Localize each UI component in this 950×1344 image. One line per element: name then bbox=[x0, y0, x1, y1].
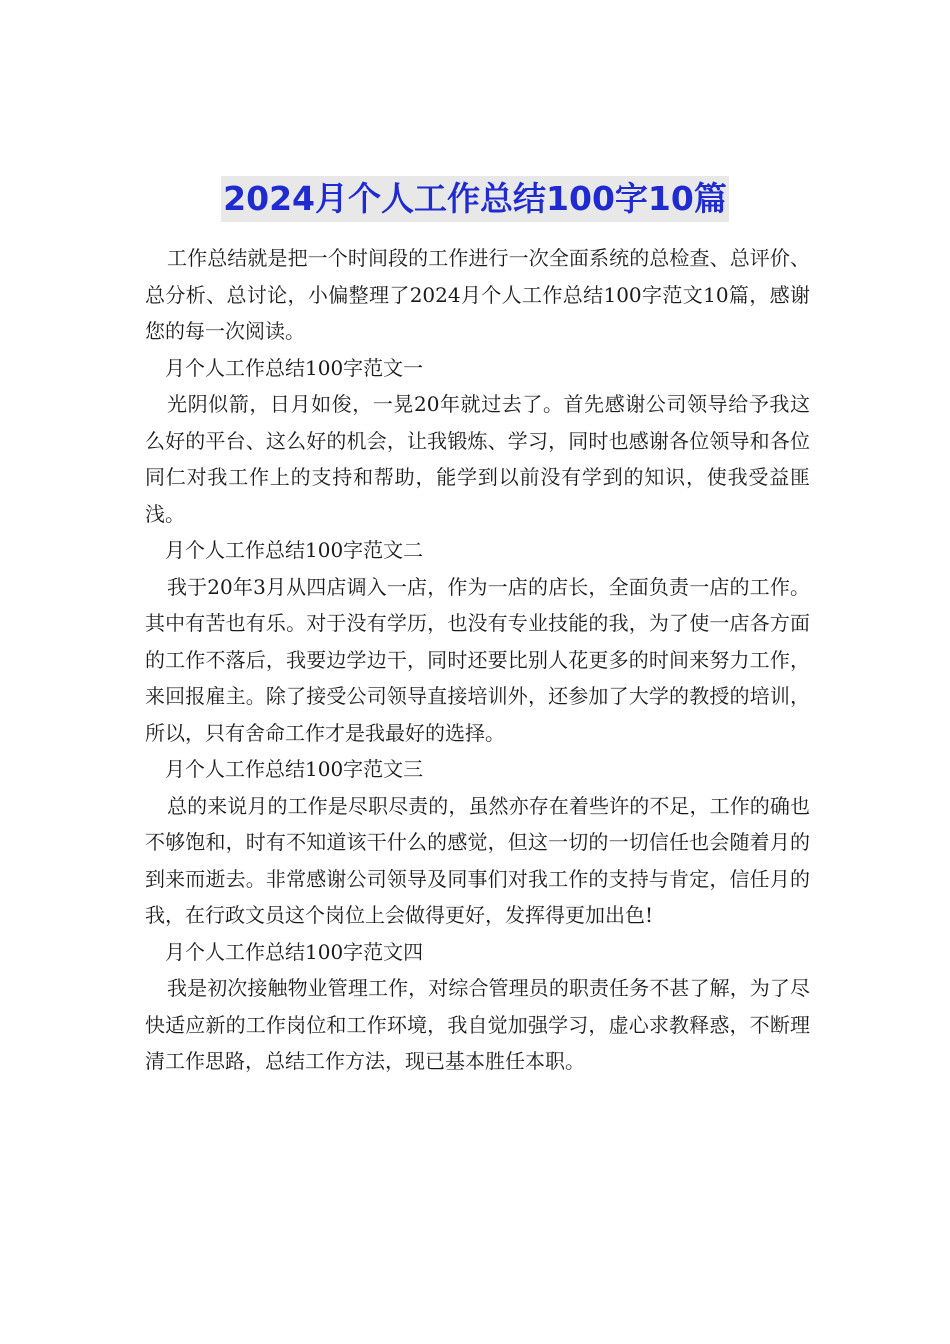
document-title: 2024月个人工作总结100字10篇 bbox=[221, 176, 729, 222]
section-heading-1: 月个人工作总结100字范文一 bbox=[165, 355, 424, 380]
section-heading-2: 月个人工作总结100字范文二 bbox=[165, 538, 424, 562]
title-container bbox=[0, 176, 950, 222]
section-heading-4: 月个人工作总结100字范文四 bbox=[165, 939, 424, 964]
intro-paragraph: 工作总结就是把一个时间段的工作进行一次全面系统的总检查、总评价、总分析、总讨论，小偏整理了2024月个人工作总结100字范文10篇，感谢您的每一次阅读。 bbox=[145, 246, 810, 343]
section-paragraph-1: 光阴似箭，日月如俊，一晃20年就过去了。首先感谢公司领导给予我这么好的平台、这么好的机会，让我锻炼、学习，同时也感谢各位领导和各位同仁对我工作上的支持和帮助，能学到以前没有学到的知识，使我受益匪浅。 bbox=[145, 392, 810, 526]
document-body bbox=[145, 240, 810, 1080]
section-paragraph-2: 我于20年3月从四店调入一店，作为一店的店长，全面负责一店的工作。其中有苦也有乐。对于没有学历，也没有专业技能的我，为了使一店各方面的工作不落后，我要边学边干，同时还要比别人花更多的时间来努力工作，来回报雇主。除了接受公司领导直接培训外，还参加了大学的教授的培训，所以，只有舍命工作才是我最好的选择。 bbox=[145, 574, 810, 745]
section-paragraph-4: 我是初次接触物业管理工作，对综合管理员的职责任务不甚了解，为了尽快适应新的工作岗位和工作环境，我自觉加强学习，虚心求教释惑，不断理清工作思路，总结工作方法，现已基本胜任本职。 bbox=[145, 976, 810, 1073]
section-heading-3: 月个人工作总结100字范文三 bbox=[165, 757, 424, 781]
section-paragraph-3: 总的来说月的工作是尽职尽责的，虽然亦存在着些许的不足，工作的确也不够饱和，时有不知道该干什么的感觉，但这一切的一切信任也会随着月的到来而逝去。非常感谢公司领导及同事们对我工作的支持与肯定，信任月的我，在行政文员这个岗位上会做得更好，发挥得更加出色! bbox=[145, 793, 810, 927]
